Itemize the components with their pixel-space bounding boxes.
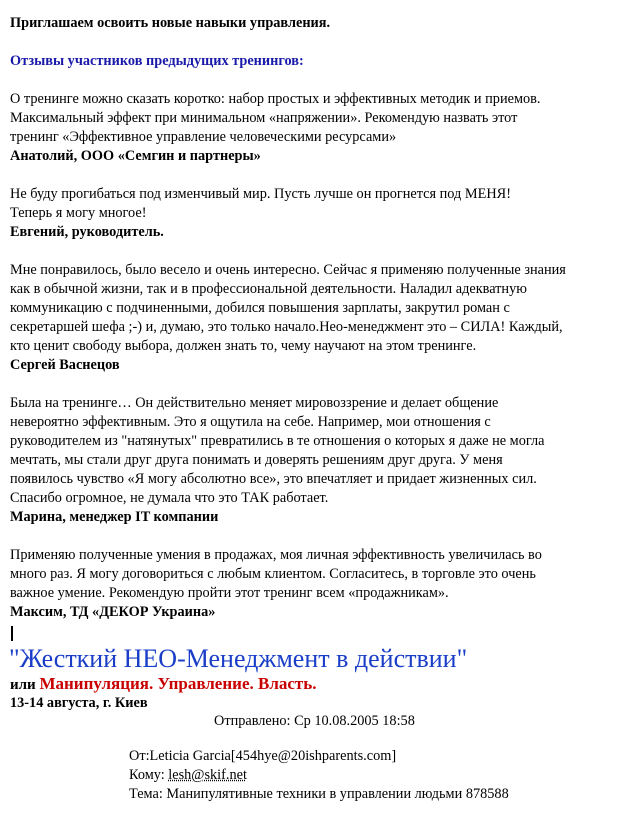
review-5 <box>10 546 632 622</box>
sent-date: Отправлено: Ср 10.08.2005 18:58 <box>214 713 415 729</box>
review-text-line: Мне понравилось, было весело и очень интересно. Сейчас я применяю полученные знания <box>10 262 566 278</box>
review-text-line: руководителем из "натянутых" превратились в те отношения о которых я даже не могла <box>10 433 545 449</box>
dates-location: 13-14 августа, г. Киев <box>10 695 148 711</box>
text-cursor <box>11 626 13 641</box>
review-1 <box>10 90 632 166</box>
or-label: или <box>10 677 36 693</box>
to-row <box>129 766 247 785</box>
review-author: Марина, менеджер IT компании <box>10 509 219 525</box>
reviews-heading: Отзывы участников предыдущих тренингов: <box>10 53 304 69</box>
from-label: От: <box>129 748 150 764</box>
review-text-line: невероятно эффективным. Это я ощутила на себе. Например, мои отношения с <box>10 414 491 430</box>
to-email-link[interactable]: lesh@skif.net <box>168 767 247 783</box>
review-author: Анатолий, ООО «Семгин и партнеры» <box>10 148 261 164</box>
review-text-line: кто ценит свободу выбора, должен знать то, чему научают на этом тренинге. <box>10 338 477 354</box>
review-3 <box>10 261 632 375</box>
to-label: Кому: <box>129 767 169 783</box>
review-text-line: О тренинге можно сказать коротко: набор простых и эффективных методик и приемов. <box>10 91 541 107</box>
from-row <box>129 747 396 766</box>
review-author: Евгений, руководитель. <box>10 224 164 240</box>
review-text-line: Максимальный эффект при минимальном «напряжении». Рекомендую назвать этот <box>10 110 518 126</box>
review-text-line: коммуникацию с подчиненными, добился повышения зарплаты, закрутил роман с <box>10 300 510 316</box>
review-text-line: важное умение. Рекомендую пройти этот тренинг всем «продажникам». <box>10 585 449 601</box>
review-4 <box>10 394 632 527</box>
review-text-line: появилось чувство «Я могу абсолютно все», это впечатляет и придает жизненных сил. <box>10 471 537 487</box>
review-text-line: Не буду прогибаться под изменчивый мир. Пусть лучше он прогнется под МЕНЯ! <box>10 186 511 202</box>
training-title: "Жесткий НЕО-Менеджмент в действии" <box>9 644 468 673</box>
review-text-line: тренинг «Эффективное управление человеческими ресурсами» <box>10 129 397 145</box>
review-text-line: как в обычной жизни, так и в профессиональной деятельности. Наладил адекватную <box>10 281 527 297</box>
review-author: Максим, ТД «ДЕКОР Украина» <box>10 604 216 620</box>
review-text-line: секретаршей шефа ;-) и, думаю, это только начало.Нео-менеджмент это – СИЛА! Каждый, <box>10 319 563 335</box>
review-author: Сергей Васнецов <box>10 357 120 373</box>
review-text-line: Была на тренинге… Он действительно меняет мировоззрение и делает общение <box>10 395 499 411</box>
training-subtitle-line <box>10 674 317 695</box>
review-2 <box>10 185 632 242</box>
review-text-line: Применяю полученные умения в продажах, моя личная эффективность увеличилась во <box>10 547 542 563</box>
training-subtitle: Манипуляция. Управление. Власть. <box>39 674 317 693</box>
review-text-line: мечтать, мы стали друг друга понимать и доверять решениям друг друга. У меня <box>10 452 503 468</box>
email-body <box>10 14 632 622</box>
from-value[interactable]: Leticia Garcia[454hye@20ishparents.com] <box>149 748 397 764</box>
review-text-line: много раз. Я могу договориться с любым клиентом. Согласитесь, в торговле это очень <box>10 566 536 582</box>
intro-title: Приглашаем освоить новые навыки управления. <box>10 15 331 31</box>
subject-label: Тема: <box>129 786 167 802</box>
review-text-line: Спасибо огромное, не думала что это ТАК работает. <box>10 490 329 506</box>
subject-row <box>129 785 509 804</box>
subject-value: Манипулятивные техники в управлении людьми 878588 <box>166 786 509 802</box>
review-text-line: Теперь я могу многое! <box>10 205 147 221</box>
